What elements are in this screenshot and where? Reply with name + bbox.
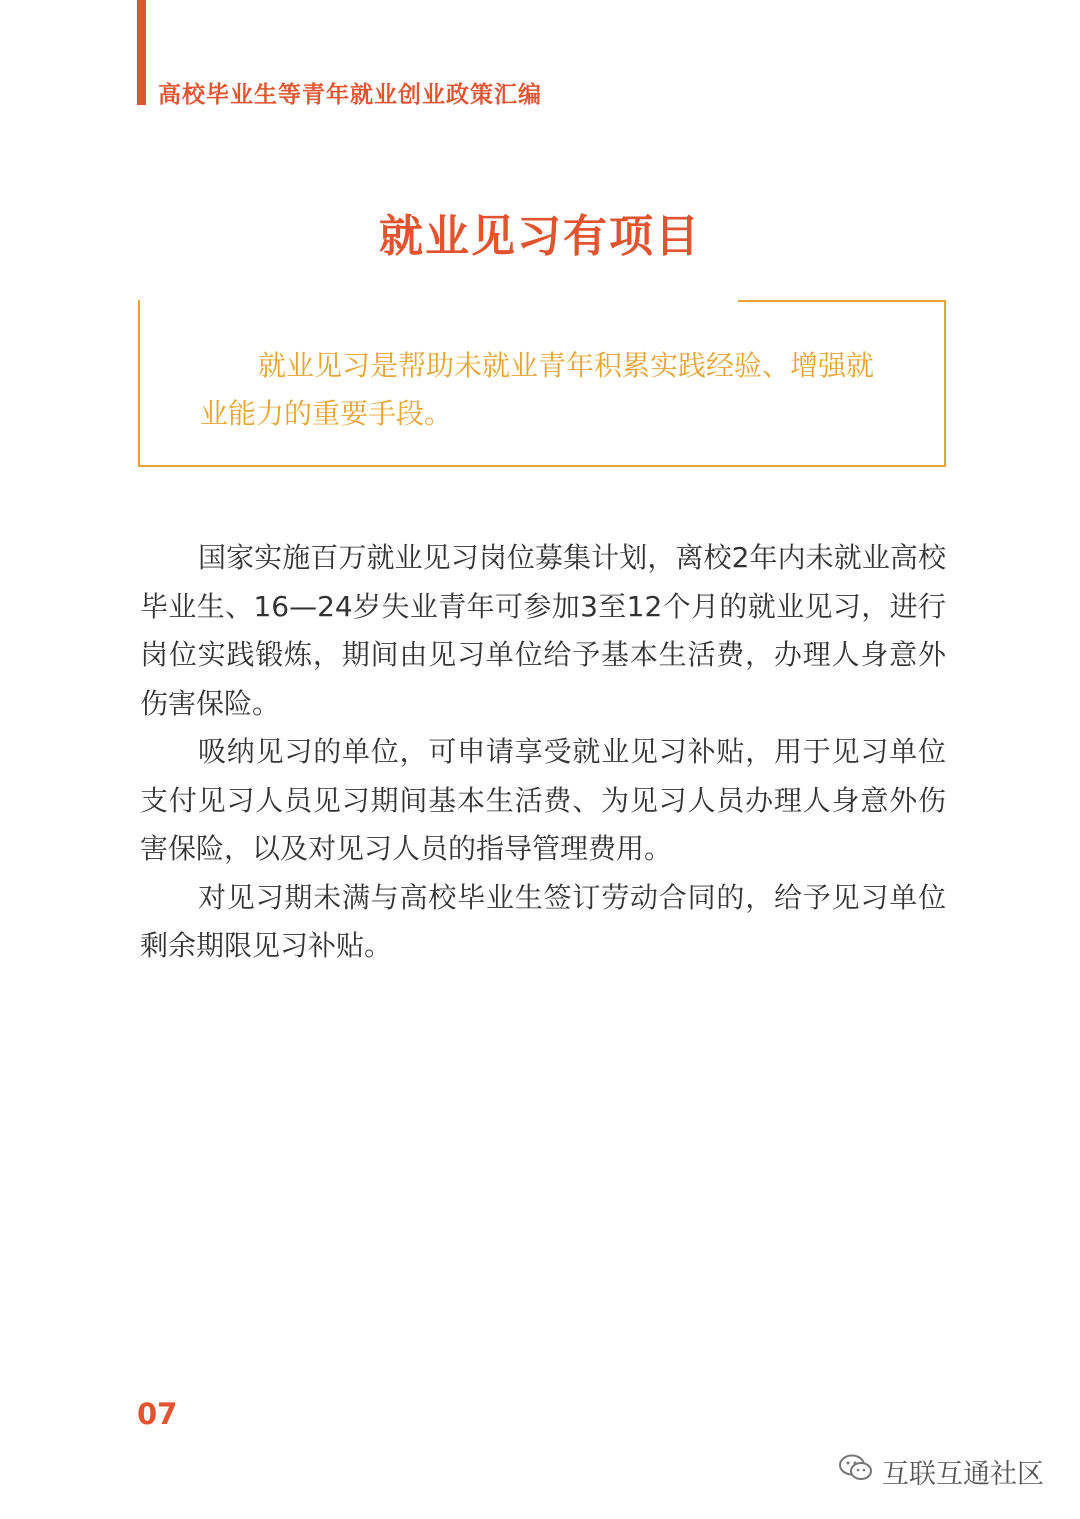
body-paragraph: 国家实施百万就业见习岗位募集计划，离校2年内未就业高校毕业生、16—24岁失业青年可参加3至12个月的就业见习，进行岗位实践锻炼，期间由见习单位给予基本生活费，办理人身意外伤害保险。 — [140, 541, 946, 720]
body-paragraph: 对见习期未满与高校毕业生签订劳动合同的，给予见习单位剩余期限见习补贴。 — [140, 880, 946, 962]
watermark — [838, 1452, 1044, 1491]
callout-text: 就业见习是帮助未就业青年积累实践经验、增强就业能力的重要手段。 — [200, 349, 875, 430]
header-accent-bar — [137, 0, 146, 105]
callout-border-right — [944, 300, 946, 467]
page-number: 07 — [137, 1397, 178, 1431]
body-paragraph: 吸纳见习的单位，可申请享受就业见习补贴，用于见习单位支付见习人员见习期间基本生活费、为见习人员办理人身意外伤害保险，以及对见习人员的指导管理费用。 — [140, 735, 946, 865]
page-title: 就业见习有项目 — [379, 211, 701, 262]
wechat-icon — [838, 1453, 874, 1490]
callout-border-top — [738, 300, 946, 302]
callout-border-left — [138, 300, 140, 467]
watermark-text: 互联互通社区 — [882, 1459, 1044, 1490]
callout-border-bottom — [138, 465, 946, 467]
body-text — [140, 534, 946, 971]
running-header: 高校毕业生等青年就业创业政策汇编 — [158, 82, 542, 108]
callout-box — [138, 300, 946, 467]
